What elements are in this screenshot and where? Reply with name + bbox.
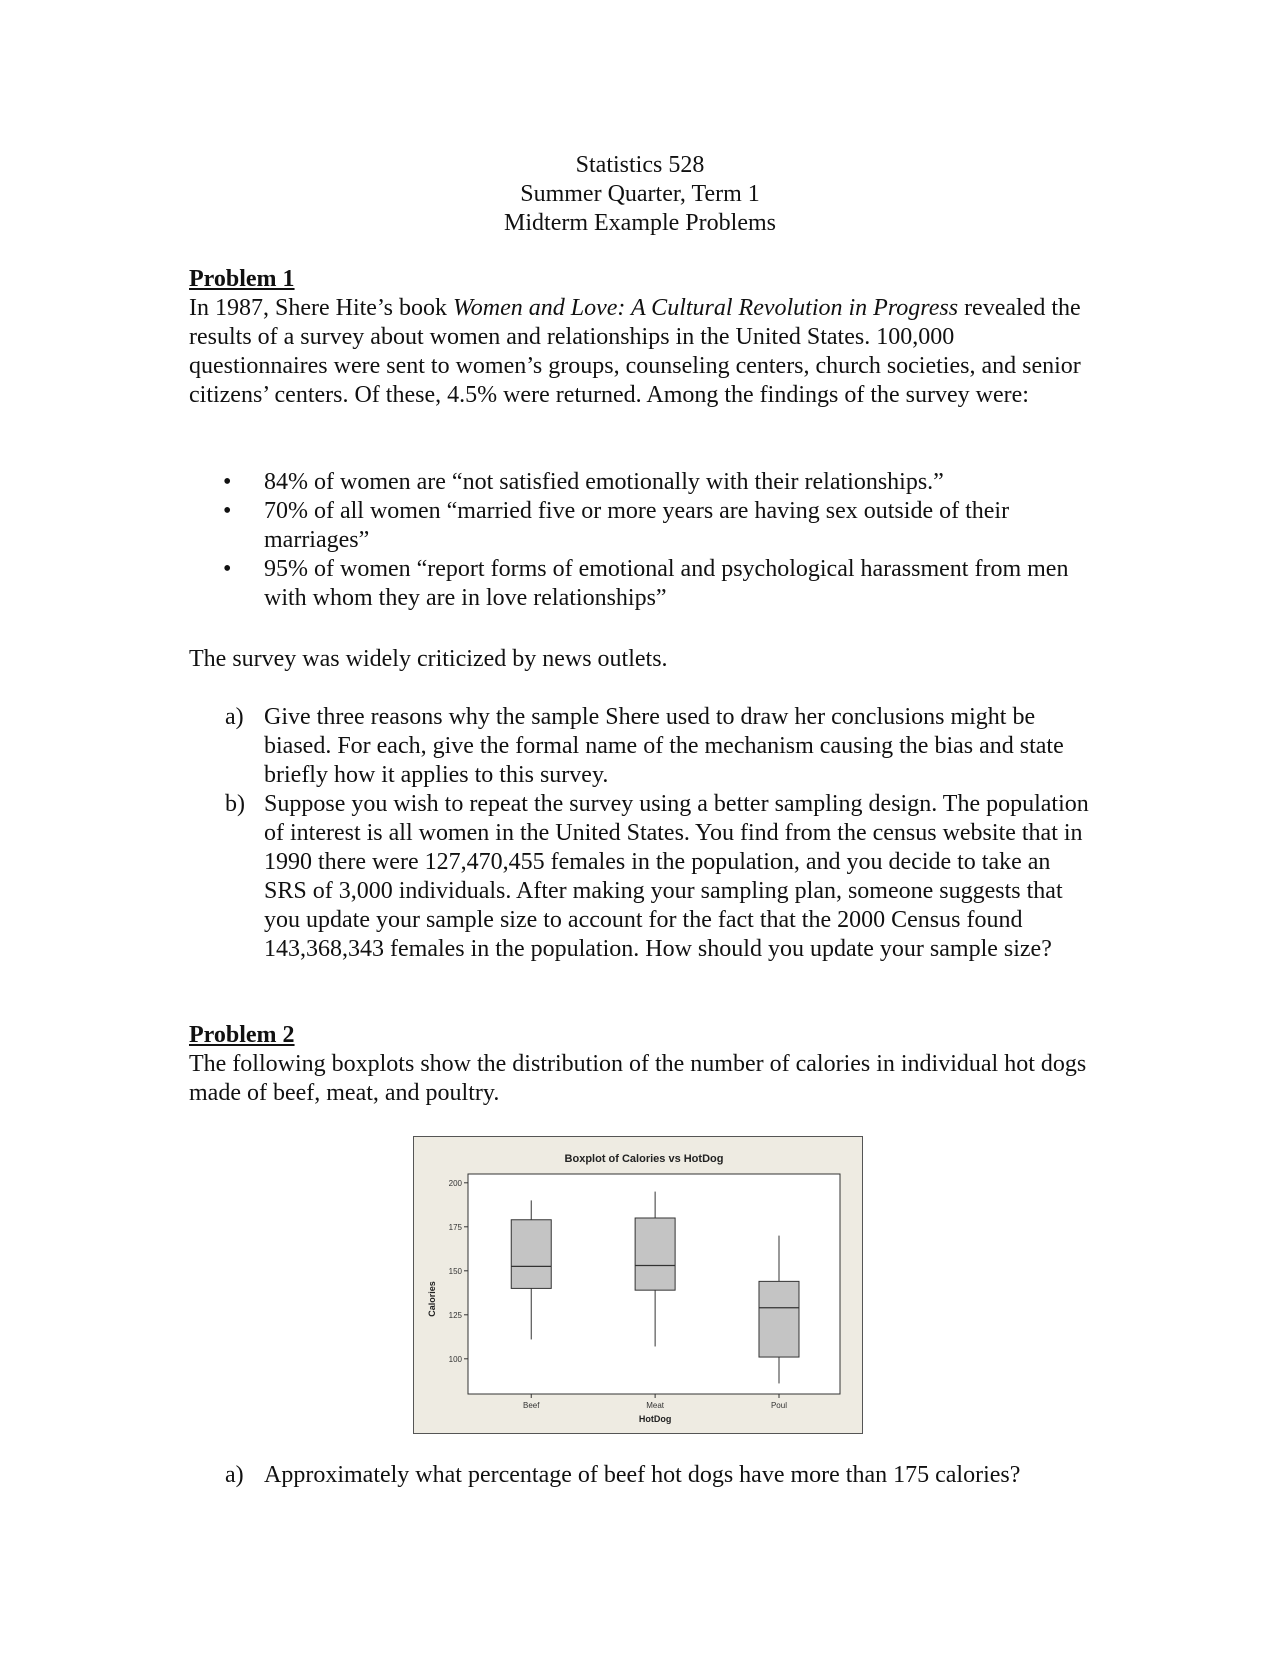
finding-item [189, 497, 1089, 555]
findings-list-block [189, 468, 1089, 613]
document-header [0, 151, 1280, 238]
problem-2-parts [189, 1461, 1089, 1490]
problem-2-intro: The following boxplots show the distribution of the number of calories in individual hot dogs made of beef, meat, and poultry. [189, 1051, 1087, 1106]
bullet-icon: • [223, 556, 232, 582]
finding-item [189, 468, 1089, 497]
x-tick-label: Beef [523, 1401, 540, 1410]
question-part [189, 1461, 1089, 1490]
boxplot-figure [413, 1136, 863, 1434]
problem-1-intro [189, 294, 1089, 410]
problem-1-parts [189, 703, 1089, 964]
chart-title: Boxplot of Calories vs HotDog [564, 1153, 724, 1165]
finding-text: 70% of all women “married five or more years are having sex outside of their marriages” [264, 498, 1010, 553]
intro-post: revealed the results of a survey about women and relationships in the United States. 100,000 questionnaires were sent to women’s groups, counseling centers, church societies, and senior citizens’ centers. Of these, 4.5% were returned. Among the findings of the survey were: [189, 295, 1081, 408]
book-title: Women and Love: A Cultural Revolution in Progress [452, 295, 959, 321]
part-marker: a) [225, 1462, 244, 1488]
term-title: Summer Quarter, Term 1 [520, 181, 760, 207]
question-part [189, 703, 1089, 790]
bullet-icon: • [223, 498, 232, 524]
iqr-box [511, 1220, 551, 1289]
y-tick-label: 125 [448, 1310, 462, 1320]
part-text: Give three reasons why the sample Shere used to draw her conclusions might be biased. For each, give the formal name of the mechanism causing the bias and state briefly how it applies to this survey. [264, 704, 1064, 788]
y-tick-label: 200 [448, 1178, 462, 1188]
problem-2-heading: Problem 2 [189, 1022, 295, 1048]
problem-1-parts-block [189, 703, 1089, 964]
y-axis-label: Calories [427, 1281, 437, 1317]
part-marker: a) [225, 704, 244, 730]
problem-1-heading: Problem 1 [189, 266, 295, 292]
x-tick-label: Poul [770, 1401, 787, 1410]
x-tick-label: Meat [646, 1401, 665, 1410]
part-marker: b) [225, 791, 245, 817]
problem-1 [189, 265, 1089, 410]
x-axis-ticks [523, 1394, 787, 1410]
finding-item [189, 555, 1089, 613]
bullet-icon: • [223, 469, 232, 495]
intro-pre: In 1987, Shere Hite’s book [189, 295, 453, 321]
x-axis-label: HotDog [638, 1414, 672, 1424]
iqr-box [635, 1218, 675, 1290]
problem-2-parts-block [189, 1461, 1089, 1490]
part-text: Suppose you wish to repeat the survey using a better sampling design. The population of interest is all women in the United States. You find from the census website that in 1990 there were 127,470,455 females in the population, and you decide to take an SRS of 3,000 individuals. After making your sampling plan, someone suggests that you update your sample size to account for the fact that the 2000 Census found 143,368,343 females in the population. How should you update your sample size? [264, 791, 1089, 962]
question-part [189, 790, 1089, 964]
finding-text: 84% of women are “not satisfied emotionally with their relationships.” [264, 469, 944, 495]
y-tick-label: 150 [448, 1266, 462, 1276]
criticism-block [189, 645, 1089, 674]
y-tick-label: 100 [448, 1354, 462, 1364]
finding-text: 95% of women “report forms of emotional and psychological harassment from men with whom they are in love relationships” [264, 556, 1069, 611]
problem-2 [189, 1021, 1089, 1108]
criticism-text: The survey was widely criticized by news outlets. [189, 646, 668, 672]
part-text: Approximately what percentage of beef hot dogs have more than 175 calories? [264, 1462, 1021, 1488]
course-title: Statistics 528 [575, 152, 705, 178]
iqr-box [759, 1281, 799, 1357]
y-axis-ticks [449, 1179, 468, 1364]
y-tick-label: 175 [448, 1222, 462, 1232]
findings-list [189, 468, 1089, 613]
document-title: Midterm Example Problems [504, 210, 776, 236]
boxplot-chart [414, 1137, 864, 1435]
